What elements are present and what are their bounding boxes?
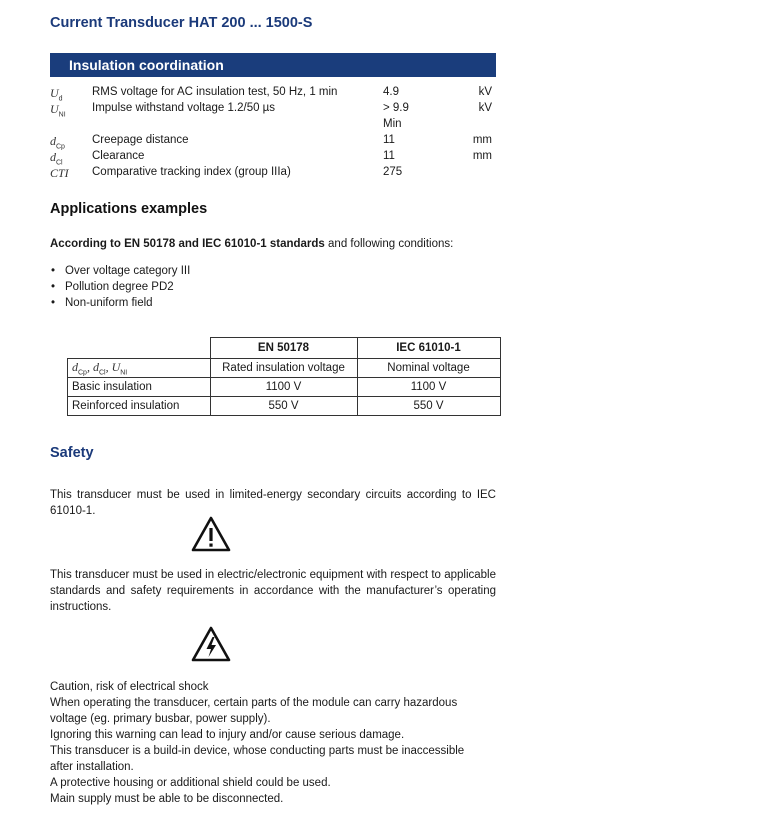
conditions-list (50, 265, 190, 313)
insulation-row (50, 134, 496, 150)
table-cell: 550 V (357, 397, 500, 416)
applications-intro (50, 238, 453, 250)
table-cell: Nominal voltage (357, 359, 500, 378)
description: Creepage distance (92, 134, 189, 146)
row-label: Reinforced insulation (68, 397, 211, 416)
caution-line: Ignoring this warning can lead to injury and/or cause serious damage. (50, 729, 405, 741)
insulation-row (50, 166, 496, 182)
table-cell: 1100 V (357, 378, 500, 397)
table-cell: 1100 V (210, 378, 357, 397)
value: 4.9 (383, 86, 399, 98)
symbol: $d_{Cp}$ (50, 134, 65, 151)
description: RMS voltage for AC insulation test, 50 Hz, 1 min (92, 86, 338, 98)
list-item: • Non-uniform field (50, 297, 190, 313)
description: Comparative tracking index (group IIIa) (92, 166, 291, 178)
value: > 9.9 (383, 102, 409, 114)
caution-line: This transducer is a build-in device, whose conducting parts must be inaccessible (50, 745, 465, 757)
caution-text (50, 679, 464, 807)
table-row (68, 359, 501, 378)
header-en50178: EN 50178 (210, 338, 357, 359)
list-item: • Over voltage category III (50, 265, 190, 281)
table-cell: 550 V (210, 397, 357, 416)
unit: mm (472, 150, 492, 162)
value: 275 (383, 166, 403, 178)
warning-triangle-icon (191, 516, 231, 555)
section-band-insulation (50, 53, 496, 77)
section-band-title: Insulation coordination (69, 57, 224, 73)
caution-line: A protective housing or additional shield could be used. (50, 777, 331, 789)
document-title: Current Transducer HAT 200 ... 1500-S (50, 15, 313, 31)
symbol: CTI (50, 166, 69, 180)
unit: mm (472, 134, 492, 146)
description: Impulse withstand voltage 1.2/50 µs (92, 102, 276, 114)
insulation-row (50, 102, 496, 118)
symbol: $U_{NI}$ (50, 102, 66, 119)
value: 11 (383, 134, 395, 146)
caution-line: after installation. (50, 761, 134, 773)
table-header-row (68, 338, 501, 359)
safety-paragraph-2: This transducer must be used in electric/electronic equipment with respect to applicable standards and safety requirements in accordance with the manufacturer’s operating instructions. (50, 569, 496, 613)
symbol: $d_{Cl}$ (50, 150, 63, 167)
intro-rest: and following conditions: (324, 238, 454, 250)
unit: kV (478, 86, 492, 98)
table-row (68, 397, 501, 416)
safety-paragraph-1: This transducer must be used in limited-energy secondary circuits according to IEC 61010-1. (50, 489, 496, 517)
list-item: • Pollution degree PD2 (50, 281, 190, 297)
caution-line: Caution, risk of electrical shock (50, 681, 209, 693)
value: Min (383, 118, 402, 130)
caution-line: When operating the transducer, certain parts of the module can carry hazardous (50, 697, 458, 709)
unit: kV (478, 102, 492, 114)
value: 11 (383, 150, 395, 162)
table-cell: Rated insulation voltage (210, 359, 357, 378)
electric-shock-icon (191, 626, 231, 665)
symbols-cell: $d_{Cp}$, $d_{Cl}$, $U_{NI}$ (68, 359, 211, 378)
row-label: Basic insulation (68, 378, 211, 397)
description: Clearance (92, 150, 145, 162)
insulation-row (50, 86, 496, 102)
insulation-row (50, 118, 496, 134)
symbol: $U_d$ (50, 86, 63, 103)
table-row (68, 378, 501, 397)
intro-bold: According to EN 50178 and IEC 61010-1 standards (50, 238, 325, 250)
caution-line: Main supply must be able to be disconnected. (50, 793, 284, 805)
insulation-row (50, 150, 496, 166)
caution-line: voltage (eg. primary busbar, power supply). (50, 713, 271, 725)
header-iec61010: IEC 61010-1 (357, 338, 500, 359)
applications-heading: Applications examples (50, 201, 208, 217)
safety-heading: Safety (50, 445, 94, 461)
standards-table (67, 337, 501, 416)
